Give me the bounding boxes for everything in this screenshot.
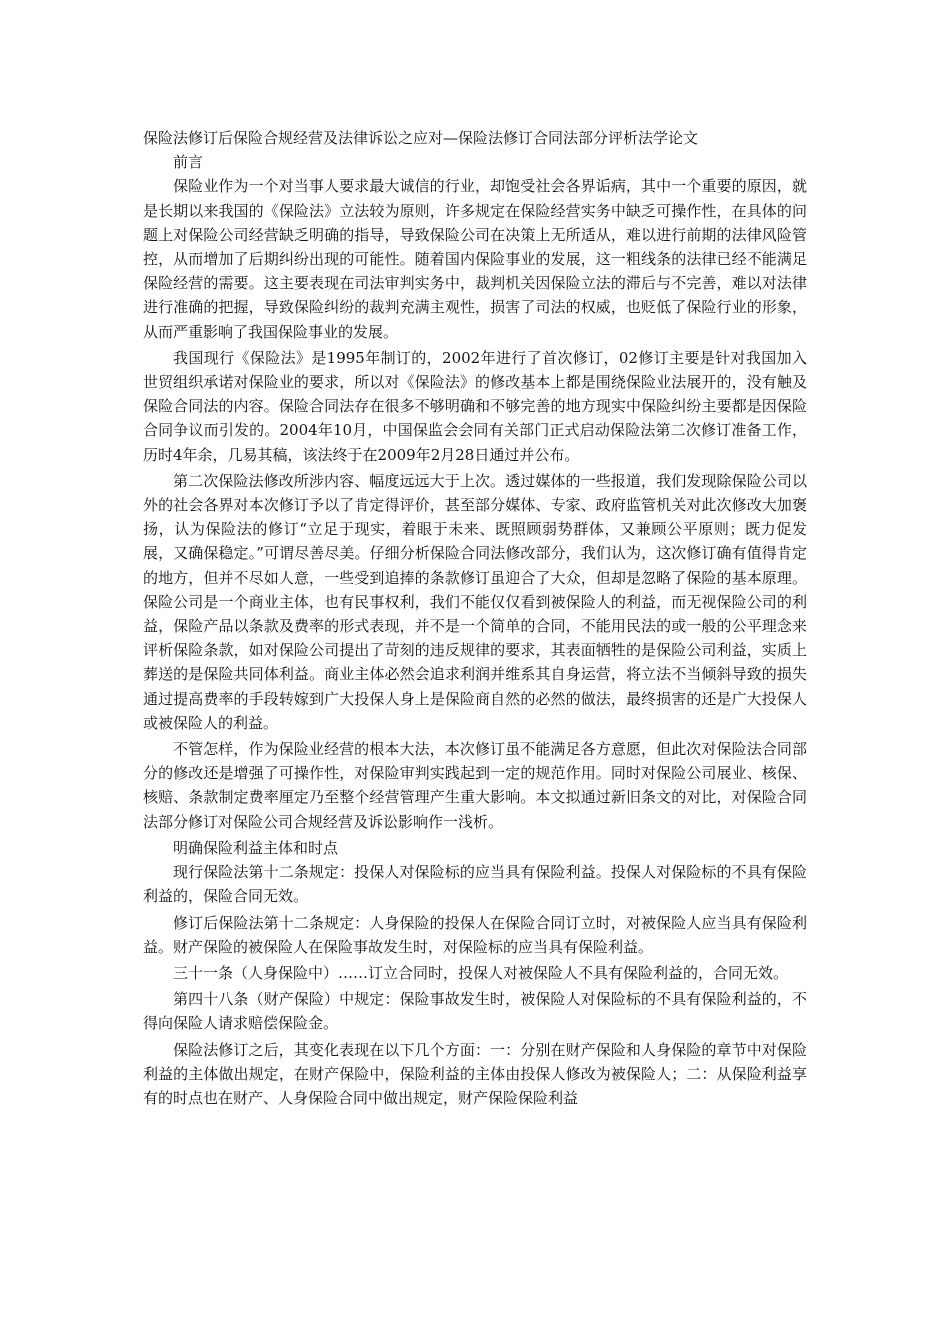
- heading-section: 明确保险利益主体和时点: [173, 838, 339, 857]
- paragraph-5: 现行保险法第十二条规定：投保人对保险标的应当具有保险利益。投保人对保险标的不具有保险利益的，保险合同无效。: [143, 863, 807, 906]
- document-page: [143, 126, 807, 1112]
- paragraph-2: 我国现行《保险法》是1995年制订的，2002年进行了首次修订，02修订主要是针对我国加入世贸组织承诺对保险业的要求，所以对《保险法》的修改基本上都是围绕保险业法展开的，没有触及保险合同法的内容。保险合同法存在很多不够明确和不够完善的地方现实中保险纠纷主要都是因保险合同争议而引发的。2004年10月，中国保监会会同有关部门正式启动保险法第二次修订准备工作，历时4年余，几易其稿，该法终于在2009年2月28日通过并公布。: [143, 348, 807, 464]
- paragraph-1: 保险业作为一个对当事人要求最大诚信的行业，却饱受社会各界诟病，其中一个重要的原因，就是长期以来我国的《保险法》立法较为原则，许多规定在保险经营实务中缺乏可操作性，在具体的问题上对保险公司经营缺乏明确的指导，导致保险公司在决策上无所适从，难以进行前期的法律风险管控，从而增加了后期纠纷出现的可能性。随着国内保险事业的发展，这一粗线条的法律已经不能满足保险经营的需要。这主要表现在司法审判实务中，裁判机关因保险立法的滞后与不完善，难以对法律进行准确的把握，导致保险纠纷的裁判充满主观性，损害了司法的权威，也贬低了保险行业的形象，从而严重影响了我国保险事业的发展。: [143, 177, 807, 341]
- paragraph-3: 第二次保险法修改所涉内容、幅度远远大于上次。透过媒体的一些报道，我们发现除保险公司以外的社会各界对本次修订予以了肯定得评价，甚至部分媒体、专家、政府监管机关对此次修改大加褒扬，认为保险法的修订“立足于现实，着眼于未来、既照顾弱势群体，又兼顾公平原则；既力促发展，又确保稳定。”可谓尽善尽美。仔细分析保险合同法修改部分，我们认为，这次修订确有值得肯定的地方，但并不尽如人意，一些受到追捧的条款修订虽迎合了大众，但却是忽略了保险的基本原理。保险公司是一个商业主体，也有民事权利，我们不能仅仅看到被保险人的利益，而无视保险公司的利益，保险产品以条款及费率的形式表现，并不是一个简单的合同，不能用民法的或一般的公平理念来评析保险条款，如对保险公司提出了苛刻的违反规律的要求，其表面牺牲的是保险公司利益，实质上葬送的是保险共同体利益。商业主体必然会追求利润并维系其自身运营，将立法不当倾斜导致的损失通过提高费率的手段转嫁到广大投保人身上是保险商自然的必然的做法，最终损害的还是广大投保人或被保险人的利益。: [143, 471, 807, 732]
- paragraph-8: 第四十八条（财产保险）中规定：保险事故发生时，被保险人对保险标的不具有保险利益的，不得向保险人请求赔偿保险金。: [143, 990, 807, 1033]
- paragraph-4: 不管怎样，作为保险业经营的根本大法，本次修订虽不能满足各方意愿，但此次对保险法合同部分的修改还是增强了可操作性，对保险审判实践起到一定的规范作用。同时对保险公司展业、核保、核赔、条款制定费率厘定乃至整个经营管理产生重大影响。本文拟通过新旧条文的对比，对保险合同法部分修订对保险公司合规经营及诉讼影响作一浅析。: [143, 740, 807, 831]
- document-title: 保险法修订后保险合规经营及法律诉讼之应对—保险法修订合同法部分评析法学论文: [143, 129, 699, 147]
- paragraph-9: 保险法修订之后，其变化表现在以下几个方面：一：分别在财产保险和人身保险的章节中对保险利益的主体做出规定，在财产保险中，保险利益的主体由投保人修改为被保险人；二：从保险利益享有的时点也在财产、人身保险合同中做出规定，财产保险保险利益: [143, 1040, 807, 1107]
- heading-preface: 前言: [173, 153, 204, 172]
- paragraph-7: 三十一条（人身保险中）……订立合同时，投保人对被保险人不具有保险利益的，合同无效。: [173, 963, 789, 982]
- paragraph-6: 修订后保险法第十二条规定：人身保险的投保人在保险合同订立时，对被保险人应当具有保险利益。财产保险的被保险人在保险事故发生时，对保险标的应当具有保险利益。: [143, 913, 807, 956]
